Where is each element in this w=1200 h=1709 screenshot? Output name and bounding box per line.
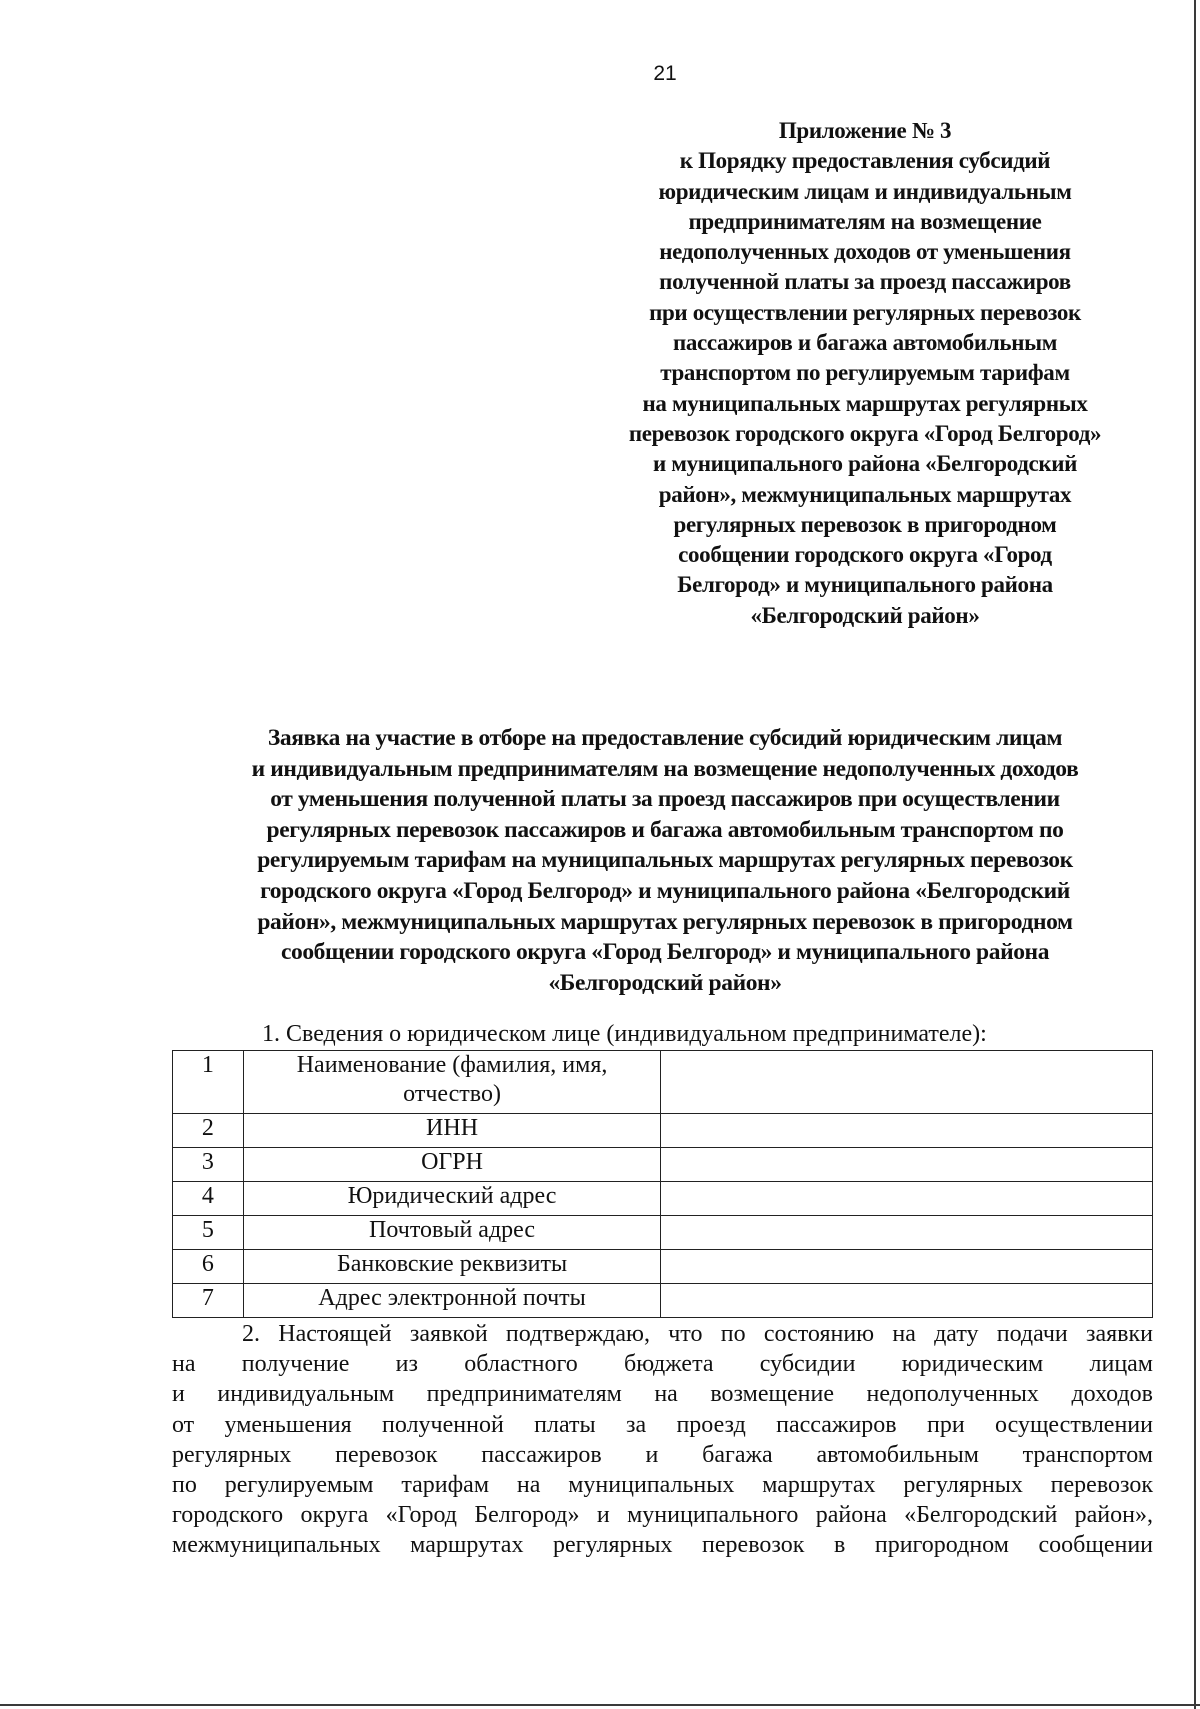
table-row xyxy=(173,1182,1153,1216)
row-label: ОГРН xyxy=(243,1148,661,1182)
row-number: 2 xyxy=(173,1114,244,1148)
table-row xyxy=(173,1216,1153,1250)
appendix-line: при осуществлении регулярных перевозок xyxy=(649,299,1081,325)
appendix-line: «Белгородский район» xyxy=(750,602,980,628)
legal-entity-table xyxy=(172,1050,1153,1318)
email-value-field[interactable] xyxy=(661,1284,1153,1318)
appendix-line: район», межмуниципальных маршрутах xyxy=(658,481,1072,507)
appendix-line: Белгород» и муниципального района xyxy=(677,572,1053,598)
row-number: 4 xyxy=(173,1182,244,1216)
row-label xyxy=(243,1051,661,1114)
application-title-line: регулируемым тарифам на муниципальных маршрутах регулярных перевозок xyxy=(257,847,1073,874)
paragraph-line: по регулируемым тарифам на муниципальных маршрутах регулярных перевозок xyxy=(172,1472,1153,1499)
paragraph-line: межмуниципальных маршрутах регулярных перевозок в пригородном сообщении xyxy=(172,1532,1153,1559)
ogrn-value-field[interactable] xyxy=(661,1148,1153,1182)
postal-address-value-field[interactable] xyxy=(661,1216,1153,1250)
appendix-line: регулярных перевозок в пригородном xyxy=(673,511,1057,537)
name-value-field[interactable] xyxy=(661,1051,1153,1114)
paragraph-line: от уменьшения полученной платы за проезд пассажиров при осуществлении xyxy=(172,1411,1153,1438)
appendix-header xyxy=(600,116,1130,631)
row-number: 7 xyxy=(173,1284,244,1318)
paragraph-line: на получение из областного бюджета субсидии юридическим лицам xyxy=(172,1351,1153,1378)
row-number: 1 xyxy=(173,1051,244,1114)
page-border-bottom xyxy=(0,1704,1200,1706)
application-title-line: район», межмуниципальных маршрутах регулярных перевозок в пригородном xyxy=(257,908,1073,935)
appendix-line: перевозок городского округа «Город Белгород» xyxy=(628,420,1102,446)
application-title-line: Заявка на участие в отборе на предоставление субсидий юридическим лицам xyxy=(267,725,1063,751)
paragraph-line: регулярных перевозок пассажиров и багажа автомобильным транспортом xyxy=(172,1441,1153,1468)
application-title-line: «Белгородский район» xyxy=(548,969,782,996)
table-row xyxy=(173,1114,1153,1148)
row-number: 6 xyxy=(173,1250,244,1284)
bank-details-value-field[interactable] xyxy=(661,1250,1153,1284)
appendix-line: и муниципального района «Белгородский xyxy=(652,451,1078,477)
row-label-line: отчество) xyxy=(403,1081,501,1107)
application-title-line: от уменьшения полученной платы за проезд пассажиров при осуществлении xyxy=(270,786,1060,813)
row-number: 5 xyxy=(173,1216,244,1250)
appendix-line: транспортом по регулируемым тарифам xyxy=(660,360,1070,386)
row-label: Юридический адрес xyxy=(243,1182,661,1216)
paragraph-line: и индивидуальным предпринимателям на возмещение недополученных доходов xyxy=(172,1381,1153,1408)
application-title-line: сообщении городского округа «Город Белгород» и муниципального района xyxy=(280,939,1050,966)
row-label-line: Наименование (фамилия, имя, xyxy=(296,1052,608,1078)
row-label: Адрес электронной почты xyxy=(243,1284,661,1318)
appendix-line: недополученных доходов от уменьшения xyxy=(659,239,1071,265)
appendix-line: на муниципальных маршрутах регулярных xyxy=(642,390,1088,416)
application-title-line: городского округа «Город Белгород» и муниципального района «Белгородский xyxy=(260,877,1070,904)
appendix-line: пассажиров и багажа автомобильным xyxy=(672,330,1058,356)
appendix-line: предпринимателям на возмещение xyxy=(688,208,1042,234)
paragraph-line: городского округа «Город Белгород» и муниципального района «Белгородский район», xyxy=(172,1502,1153,1529)
appendix-line: полученной платы за проезд пассажиров xyxy=(659,269,1071,295)
inn-value-field[interactable] xyxy=(661,1114,1153,1148)
table-row xyxy=(173,1148,1153,1182)
table-row xyxy=(173,1284,1153,1318)
page-number: 21 xyxy=(653,62,677,85)
row-label: Банковские реквизиты xyxy=(243,1250,661,1284)
appendix-line: юридическим лицам и индивидуальным xyxy=(658,178,1072,204)
appendix-line: к Порядку предоставления субсидий xyxy=(679,148,1051,174)
row-label: ИНН xyxy=(243,1114,661,1148)
table-row xyxy=(173,1051,1153,1114)
section1-heading: 1. Сведения о юридическом лице (индивидуальном предпринимателе): xyxy=(262,1021,987,1047)
application-title-line: и индивидуальным предпринимателям на возмещение недополученных доходов xyxy=(251,755,1079,782)
row-label: Почтовый адрес xyxy=(243,1216,661,1250)
section2-paragraph xyxy=(172,1319,1153,1561)
application-title xyxy=(200,723,1130,998)
page-border-right xyxy=(1194,0,1196,1709)
application-title-line: регулярных перевозок пассажиров и багажа автомобильным транспортом по xyxy=(266,816,1064,843)
paragraph-line: 2. Настоящей заявкой подтверждаю, что по состоянию на дату подачи заявки xyxy=(242,1321,1153,1347)
legal-address-value-field[interactable] xyxy=(661,1182,1153,1216)
table-row xyxy=(173,1250,1153,1284)
row-number: 3 xyxy=(173,1148,244,1182)
appendix-line: сообщении городского округа «Город xyxy=(678,542,1052,568)
appendix-line: Приложение № 3 xyxy=(778,118,952,143)
